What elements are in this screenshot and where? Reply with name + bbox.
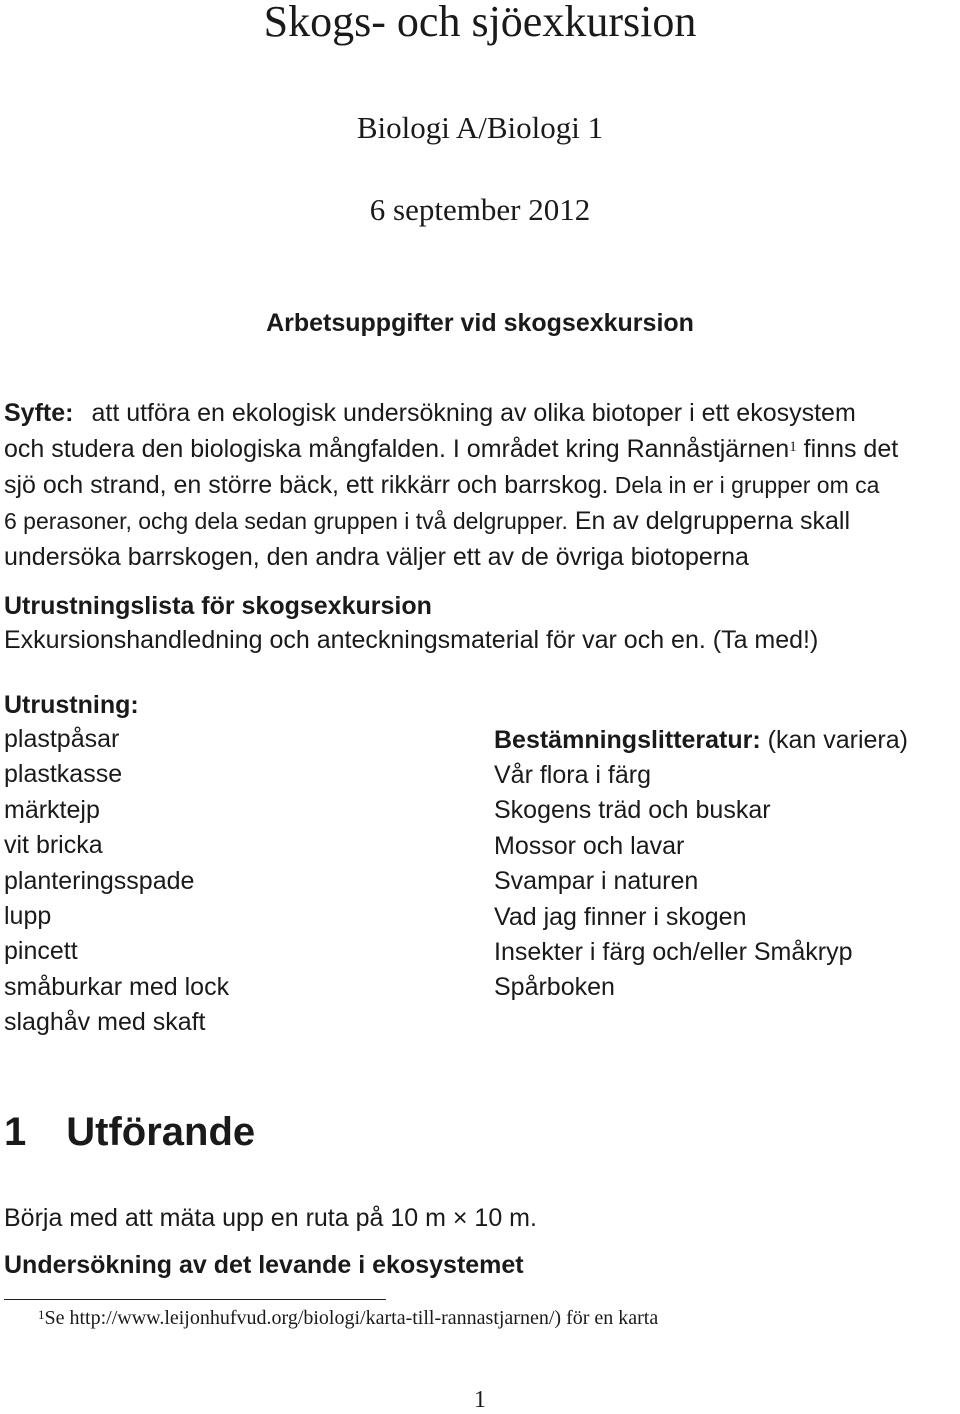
syfte-label: Syfte:	[4, 399, 74, 427]
literature-note: (kan variera)	[760, 726, 908, 754]
syfte-line-2	[4, 431, 898, 468]
footnote-rule	[4, 1299, 386, 1300]
section-number: 1	[4, 1110, 27, 1154]
syfte-line-1	[4, 395, 960, 432]
syfte-line-5: undersöka barrskogen, den andra väljer ett av de övriga biotoperna	[4, 543, 749, 571]
section-intro: Börja med att mäta upp en ruta på 10 m × 10 m.	[4, 1204, 537, 1232]
equipment-item: plastpåsar	[4, 725, 120, 753]
syfte-line-3	[4, 467, 879, 504]
footnote-mark: 1	[38, 1307, 45, 1322]
equipment-item: vit bricka	[4, 831, 103, 860]
section-subheading: Undersökning av det levande i ekosystemet	[4, 1251, 524, 1279]
syfte-line-4	[4, 503, 850, 540]
syfte-text-4a: 6 perasoner, ochg dela sedan gruppen i två delgrupper.	[4, 508, 568, 534]
checklist-text: Exkursionshandledning och anteckningsmaterial för var och en. (Ta med!)	[4, 626, 819, 654]
section-heading	[4, 1108, 255, 1156]
document-date: 6 september 2012	[369, 192, 591, 227]
literature-item: Mossor och lavar	[494, 831, 685, 860]
literature-item: Vad jag finner i skogen	[494, 902, 747, 931]
syfte-text-3b: Dela in er i grupper om ca	[608, 472, 880, 498]
equipment-item: planteringsspade	[4, 866, 195, 895]
equipment-item: småburkar med lock	[4, 972, 230, 1001]
checklist-heading: Utrustningslista för skogsexkursion	[4, 592, 432, 620]
equipment-item: märktejp	[4, 795, 100, 824]
literature-item: Spårboken	[494, 973, 615, 1002]
equipment-list	[4, 722, 229, 1041]
literature-list	[494, 758, 852, 1006]
footnote	[38, 1304, 658, 1332]
literature-item: Skogens träd och buskar	[494, 796, 771, 825]
syfte-text-1: att utföra en ekologisk undersökning av olika biotoper i ett ekosystem	[91, 399, 856, 427]
equipment-item: slaghåv med skaft	[4, 1008, 206, 1037]
literature-item: Svampar i naturen	[494, 867, 699, 896]
footnote-ref: 1	[789, 439, 797, 455]
literature-heading: Bestämningslitteratur:	[494, 726, 761, 754]
literature-item: Insekter i färg och/eller Småkryp	[494, 937, 853, 966]
page-number: 1	[474, 1387, 486, 1413]
equipment-item: pincett	[4, 937, 78, 966]
section-title: Utförande	[66, 1110, 256, 1154]
literature-item: Vår flora i färg	[494, 761, 652, 789]
literature-heading-line	[494, 722, 908, 758]
syfte-text-2b: finns det	[796, 435, 899, 463]
syfte-text-3a: sjö och strand, en större bäck, ett rikkärr och barrskog.	[4, 471, 609, 499]
equipment-item: plastkasse	[4, 760, 123, 789]
course-name: Biologi A/Biologi 1	[356, 110, 604, 145]
assignment-heading: Arbetsuppgifter vid skogsexkursion	[266, 309, 694, 337]
equipment-item: lupp	[4, 901, 52, 930]
syfte-text-4b: En av delgrupperna skall	[567, 507, 851, 535]
equipment-heading: Utrustning:	[4, 691, 139, 719]
syfte-text-2a: och studera den biologiska mångfalden. I området kring Rannåstjärnen	[4, 435, 790, 463]
document-title: Skogs- och sjöexkursion	[263, 0, 697, 46]
footnote-text: Se http://www.leijonhufvud.org/biologi/karta-till-rannastjarnen/) för en karta	[44, 1307, 659, 1329]
